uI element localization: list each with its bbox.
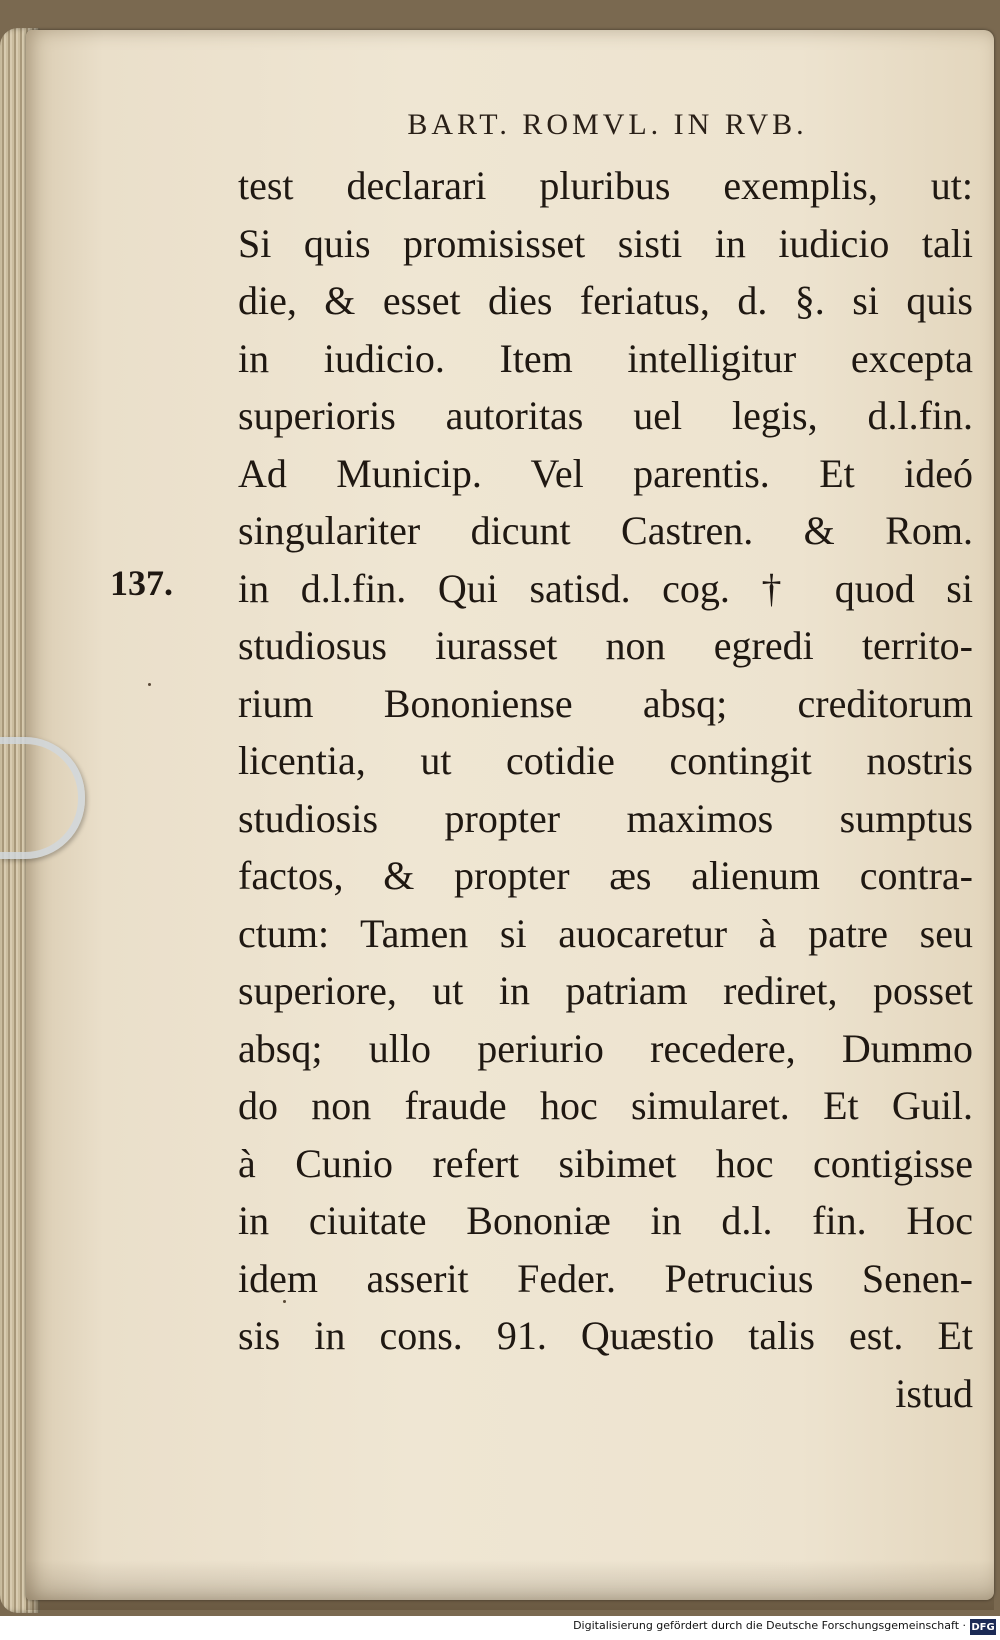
text-line: do non fraude hoc simularet. Et Guil. xyxy=(238,1083,973,1128)
text-line: superiore, ut in patriam rediret, posset xyxy=(238,968,973,1013)
text-line: Ad Municip. Vel parentis. Et ideó xyxy=(238,450,973,496)
text-line: studiosis propter maximos sumptus xyxy=(238,795,973,841)
dfg-logo-icon: DFG xyxy=(970,1619,996,1635)
text-line: singulariter dicunt Castren. & Rom. xyxy=(238,508,973,553)
catchword: istud xyxy=(895,1370,973,1416)
text-line: ctum: Tamen si auocaretur à patre seu xyxy=(238,910,973,956)
text-line: licentia, ut cotidie contingit nostris xyxy=(238,738,973,783)
text-line: superioris autoritas uel legis, d.l.fin. xyxy=(238,393,973,438)
page-bottom-shadow xyxy=(26,1560,994,1610)
text-line: test declarari pluribus exemplis, ut: xyxy=(238,163,973,208)
ink-speck xyxy=(148,683,151,686)
text-line: à Cunio refert sibimet hoc contigisse xyxy=(238,1140,973,1186)
ink-speck xyxy=(283,1300,286,1303)
body-text xyxy=(238,157,973,1422)
text-line: studiosus iurasset non egredi territo- xyxy=(238,623,973,668)
text-line: idem asserit Feder. Petrucius Senen- xyxy=(238,1255,973,1301)
text-line: factos, & propter æs alienum contra- xyxy=(238,853,973,898)
text-line: sis in cons. 91. Quæstio talis est. Et xyxy=(238,1313,973,1358)
text-line: in d.l.fin. Qui satisd. cog. † quod si xyxy=(238,565,973,611)
text-line: in ciuitate Bononiæ in d.l. fin. Hoc xyxy=(238,1198,973,1243)
footer-bar xyxy=(0,1616,1000,1640)
text-line: rium Bononiense absq; creditorum xyxy=(238,680,973,726)
margin-note-number: 137. xyxy=(110,563,173,603)
text-line: die, & esset dies feriatus, d. §. si quis xyxy=(238,278,973,323)
footer-credit: Digitalisierung gefördert durch die Deutsche Forschungsgemeinschaft · xyxy=(573,1619,966,1632)
text-line: Si quis promisisset sisti in iudicio tali xyxy=(238,220,973,266)
text-line: in iudicio. Item intelligitur excepta xyxy=(238,335,973,381)
text-line: absq; ullo periurio recedere, Dummo xyxy=(238,1025,973,1071)
running-header: BART. ROMVL. IN RVB. xyxy=(407,108,808,141)
